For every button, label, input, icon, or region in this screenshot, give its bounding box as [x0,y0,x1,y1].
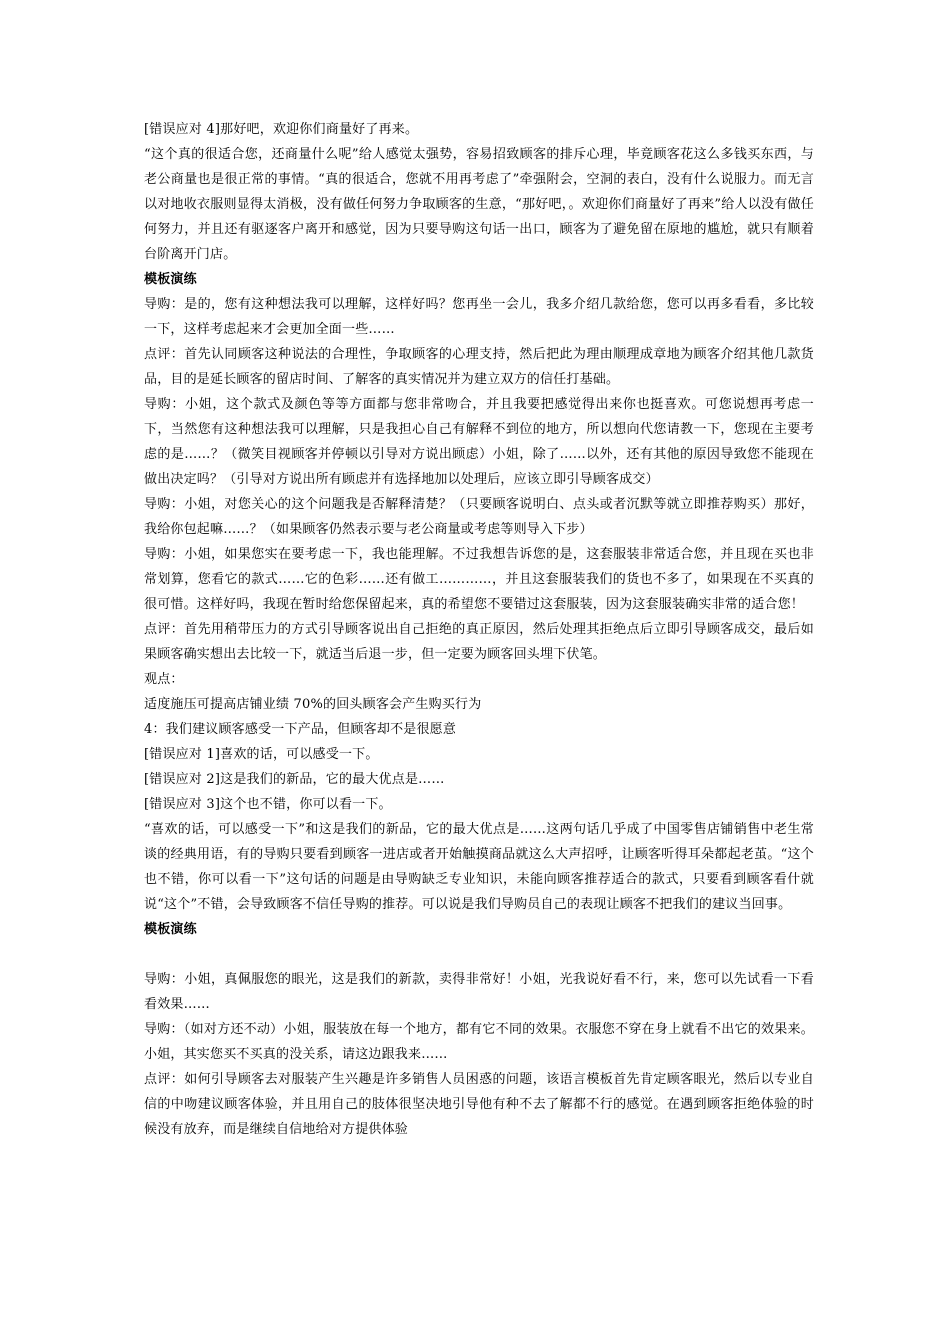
paragraph-error-response-4: [错误应对 4]那好吧，欢迎你们商量好了再来。 [144,122,419,137]
paragraph-comment-3: 点评：如何引导顾客去对服装产生兴趣是许多销售人员困惑的问题，该语言模板首先肯定顾客眼光，然后以专业自信的中吻建议顾客体验，并且用自己的肢体很坚决地引导他有种不去了解都不行的感觉。在遇到顾客拒绝体验的时候没有放弃，而是继续自信地给对方提供体验 [144,1072,814,1137]
paragraph-error-response-2: [错误应对 2]这是我们的新品，它的最大优点是…… [144,772,445,787]
paragraph-viewpoint: 适度施压可提高店铺业绩 70%的回头顾客会产生购买行为 [144,697,482,712]
heading-template-practice-2: 模板演练 [144,922,197,937]
document-body [144,117,814,1142]
paragraph-dialogue-3: 导购：小姐，对您关心的这个问题我是否解释清楚？（只要顾客说明白、点头或者沉默等就立即推荐购买）那好，我给你包起嘛……？（如果顾客仍然表示要与老公商量或考虑等则导入下步） [144,497,814,537]
paragraph-error-response-1: [错误应对 1]喜欢的话，可以感受一下。 [144,747,379,762]
paragraph-scenario-4: 4：我们建议顾客感受一下产品，但顾客却不是很愿意 [144,722,457,737]
paragraph-dialogue-4: 导购：小姐，如果您实在要考虑一下，我也能理解。不过我想告诉您的是，这套服装非常适合您，并且现在买也非常划算，您看它的款式……它的色彩……还有做工…………，并且这套服装我们的货也不多了，如果现在不买真的很可惜。这样好吗，我现在暂时给您保留起来，真的希望您不要错过这套服装，因为这套服装确实非常的适合您！ [144,547,814,612]
paragraph-error-response-3: [错误应对 3]这个也不错，你可以看一下。 [144,797,392,812]
heading-template-practice: 模板演练 [144,272,197,287]
paragraph-comment-1: 点评：首先认同顾客这种说法的合理性，争取顾客的心理支持，然后把此为理由顺理成章地为顾客介绍其他几款货品，目的是延长顾客的留店时间、了解客的真实情况并为建立双方的信任打基础。 [144,347,814,387]
paragraph-dialogue-1: 导购：是的，您有这种想法我可以理解，这样好吗？您再坐一会儿，我多介绍几款给您，您可以再多看看，多比较一下，这样考虑起来才会更加全面一些…… [144,297,814,337]
paragraph-viewpoint-label: 观点： [144,672,184,687]
paragraph-comment-2: 点评：首先用稍带压力的方式引导顾客说出自己拒绝的真正原因，然后处理其拒绝点后立即引导顾客成交，最后如果顾客确实想出去比较一下，就适当后退一步，但一定要为顾客回头埋下伏笔。 [144,622,814,662]
paragraph-dialogue-5: 导购：小姐，真佩服您的眼光，这是我们的新款，卖得非常好！小姐，光我说好看不行，来，您可以先试看一下看看效果…… [144,972,814,1012]
blank-line [144,942,814,967]
paragraph-dialogue-2: 导购：小姐，这个款式及颜色等等方面都与您非常吻合，并且我要把感觉得出来你也挺喜欢。可您说想再考虑一下，当然您有这种想法我可以理解，只是我担心自己有解释不到位的地方，所以想向代您请教一下，您现在主要考虑的是……？（微笑目视顾客并停顿以引导对方说出顾虑）小姐，除了……以外，还有其他的原因导致您不能现在做出决定吗？（引导对方说出所有顾虑并有选择地加以处理后，应该立即引导顾客成交） [144,397,814,487]
paragraph-analysis-1: “这个真的很适合您，还商量什么呢”给人感觉太强势，容易招致顾客的排斥心理，毕竟顾客花这么多钱买东西，与老公商量也是很正常的事情。“真的很适合，您就不用再考虑了”牵强附会，空洞的表白，没有什么说服力。而无言以对地收衣服则显得太消极，没有做任何努力争取顾客的生意，“那好吧，。欢迎你们商量好了再来”给人以没有做任何努力，并且还有驱逐客户离开和感觉，因为只要导购这句话一出口，顾客为了避免留在原地的尴尬，就只有顺着台阶离开门店。 [144,147,814,262]
paragraph-dialogue-6: 导购：（如对方还不动）小姐，服装放在每一个地方，都有它不同的效果。衣服您不穿在身上就看不出它的效果来。小姐，其实您买不买真的没关系，请这边跟我来…… [144,1022,814,1062]
paragraph-analysis-2: “喜欢的话，可以感受一下”和这是我们的新品，它的最大优点是……这两句话几乎成了中国零售店铺销售中老生常谈的经典用语，有的导购只要看到顾客一进店或者开始触摸商品就这么大声招呼，让顾客听得耳朵都起老茧。“这个也不错，你可以看一下”这句话的问题是由导购缺乏专业知识，未能向顾客推荐适合的款式，只要看到顾客看什就说“这个”不错，会导致顾客不信任导购的推荐。可以说是我们导购员自己的表现让顾客不把我们的建议当回事。 [144,822,814,912]
